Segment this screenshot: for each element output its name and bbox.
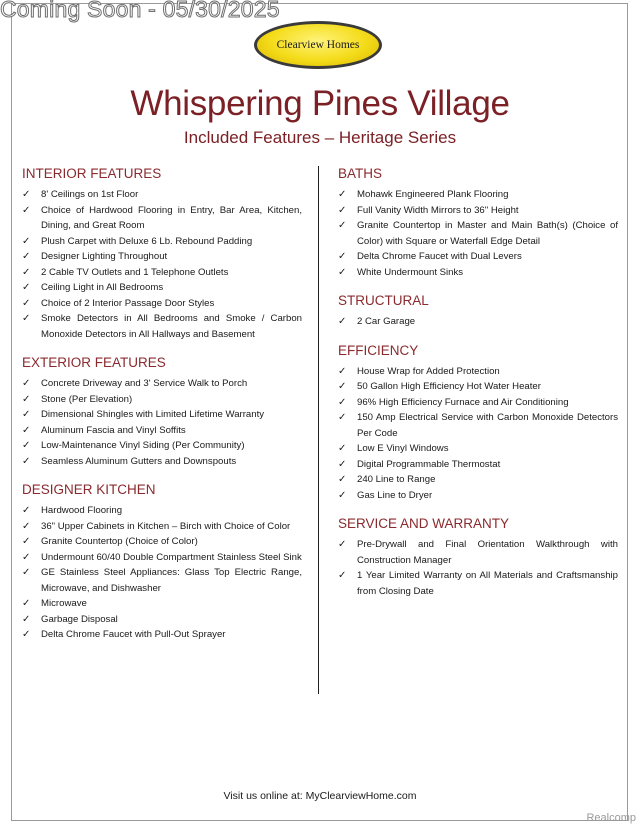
- item-text: Digital Programmable Thermostat: [357, 458, 501, 470]
- checkmark-icon: ✓: [22, 204, 31, 216]
- checkmark-icon: ✓: [338, 220, 347, 231]
- left-column: [22, 166, 302, 656]
- item-text: 96% High Efficiency Furnace and Air Conditioning: [357, 396, 569, 408]
- checkmark-icon: ✓: [22, 235, 31, 247]
- item-text: 150 Amp Electrical Service with Carbon Monoxide Detectors Per Code: [357, 412, 618, 439]
- list-item: [22, 612, 302, 628]
- list-item: [22, 249, 302, 265]
- item-text: Delta Chrome Faucet with Dual Levers: [357, 251, 522, 262]
- list-item: [338, 441, 618, 457]
- checkmark-icon: ✓: [22, 409, 31, 420]
- checkmark-icon: ✓: [338, 396, 347, 408]
- section-title: STRUCTURAL: [338, 293, 429, 308]
- footer-prefix: Visit us online at:: [223, 790, 306, 802]
- item-text: 36" Upper Cabinets in Kitchen – Birch with Choice of Color: [41, 520, 291, 532]
- realcomp-credit: Realcomp: [586, 812, 636, 824]
- checkmark-icon: ✓: [22, 440, 31, 451]
- item-text: Gas Line to Dryer: [357, 489, 433, 501]
- clearview-homes-logo: [254, 21, 382, 69]
- list-item: [22, 550, 302, 566]
- item-text: Low-Maintenance Vinyl Siding (Per Community): [41, 440, 245, 451]
- item-text: 240 Line to Range: [357, 474, 436, 485]
- list-item: [22, 596, 302, 612]
- list-item: [22, 280, 302, 296]
- item-text: Hardwood Flooring: [41, 505, 123, 516]
- page-title: Whispering Pines Village: [130, 84, 510, 123]
- list-item: [338, 187, 618, 203]
- item-text: 8' Ceilings on 1st Floor: [41, 189, 139, 200]
- list-item: [338, 457, 618, 473]
- item-text: Designer Lighting Throughout: [41, 251, 168, 262]
- item-text: 1 Year Limited Warranty on All Materials and Craftsmanship from Closing Date: [357, 570, 618, 597]
- list-item: [22, 296, 302, 312]
- section-title: EXTERIOR FEATURES: [22, 355, 166, 370]
- section-baths: [338, 166, 618, 280]
- item-text: Aluminum Fascia and Vinyl Soffits: [41, 424, 186, 436]
- checkmark-icon: ✓: [338, 381, 347, 392]
- checkmark-icon: ✓: [338, 458, 347, 470]
- item-text: Undermount 60/40 Double Compartment Stainless Steel Sink: [41, 551, 302, 563]
- checkmark-icon: ✓: [22, 282, 31, 293]
- list-item: [22, 311, 302, 342]
- list-item: [22, 265, 302, 281]
- checkmark-icon: ✓: [338, 204, 347, 216]
- list-item: [338, 265, 618, 281]
- checkmark-icon: ✓: [22, 266, 31, 278]
- checkmark-icon: ✓: [22, 598, 31, 609]
- list-item: [22, 519, 302, 535]
- checkmark-icon: ✓: [22, 536, 31, 547]
- list-item: [22, 503, 302, 519]
- footer: [0, 790, 640, 802]
- item-text: Low E Vinyl Windows: [357, 443, 449, 454]
- section-exterior-features: [22, 355, 302, 469]
- item-text: Smoke Detectors in All Bedrooms and Smoke / Carbon Monoxide Detectors in All Hallways and Basement: [41, 313, 302, 340]
- checkmark-icon: ✓: [22, 313, 31, 324]
- right-column: [338, 166, 618, 612]
- checkmark-icon: ✓: [338, 365, 347, 377]
- item-text: White Undermount Sinks: [357, 266, 464, 278]
- checkmark-icon: ✓: [22, 567, 31, 578]
- section-interior-features: [22, 166, 302, 342]
- item-text: 50 Gallon High Efficiency Hot Water Heater: [357, 381, 541, 392]
- item-text: Delta Chrome Faucet with Pull-Out Sprayer: [41, 629, 226, 640]
- checkmark-icon: ✓: [22, 629, 31, 640]
- checkmark-icon: ✓: [338, 539, 347, 550]
- checkmark-icon: ✓: [22, 520, 31, 532]
- item-text: Pre-Drywall and Final Orientation Walkthrough with Construction Manager: [357, 539, 618, 566]
- item-text: Choice of 2 Interior Passage Door Styles: [41, 297, 215, 309]
- checkmark-icon: ✓: [338, 443, 347, 454]
- item-text: Garbage Disposal: [41, 613, 118, 625]
- list-item: [338, 488, 618, 504]
- list-item: [338, 249, 618, 265]
- section-efficiency: [338, 343, 618, 504]
- list-item: [22, 376, 302, 392]
- checkmark-icon: ✓: [22, 297, 31, 309]
- logo-text: Clearview Homes: [276, 39, 360, 51]
- section-title: DESIGNER KITCHEN: [22, 482, 156, 497]
- list-item: [22, 203, 302, 234]
- item-text: House Wrap for Added Protection: [357, 365, 500, 377]
- list-item: [22, 423, 302, 439]
- list-item: [338, 379, 618, 395]
- item-text: Granite Countertop in Master and Main Bath(s) (Choice of Color) with Square or Waterfall Edge Detail: [357, 220, 618, 247]
- list-item: [22, 627, 302, 643]
- checkmark-icon: ✓: [22, 455, 31, 467]
- item-text: Stone (Per Elevation): [41, 393, 133, 405]
- list-item: [22, 454, 302, 470]
- website-link[interactable]: MyClearviewHome.com: [305, 790, 417, 802]
- list-item: [22, 392, 302, 408]
- item-text: Granite Countertop (Choice of Color): [41, 536, 198, 547]
- checkmark-icon: ✓: [338, 251, 347, 262]
- checkmark-icon: ✓: [338, 266, 347, 278]
- item-text: Full Vanity Width Mirrors to 36" Height: [357, 204, 519, 216]
- list-item: [338, 568, 618, 599]
- item-text: 2 Car Garage: [357, 316, 416, 327]
- list-item: [338, 314, 618, 330]
- section-service-and-warranty: [338, 516, 618, 599]
- checkmark-icon: ✓: [338, 189, 347, 200]
- item-text: Microwave: [41, 598, 87, 609]
- list-item: [22, 407, 302, 423]
- item-text: Choice of Hardwood Flooring in Entry, Bar Area, Kitchen, Dining, and Great Room: [41, 204, 302, 231]
- checkmark-icon: ✓: [338, 316, 347, 327]
- checkmark-icon: ✓: [22, 424, 31, 436]
- list-item: [338, 537, 618, 568]
- list-item: [22, 187, 302, 203]
- section-title: EFFICIENCY: [338, 342, 419, 358]
- item-text: Concrete Driveway and 3' Service Walk to Porch: [41, 378, 248, 389]
- item-text: Dimensional Shingles with Limited Lifetime Warranty: [41, 409, 265, 420]
- list-item: [338, 395, 618, 411]
- section-title: INTERIOR FEATURES: [22, 166, 162, 181]
- section-designer-kitchen: [22, 482, 302, 643]
- checkmark-icon: ✓: [22, 551, 31, 563]
- item-text: Mohawk Engineered Plank Flooring: [357, 189, 509, 200]
- list-item: [338, 203, 618, 219]
- item-text: Ceiling Light in All Bedrooms: [41, 282, 164, 293]
- checkmark-icon: ✓: [22, 613, 31, 625]
- checkmark-icon: ✓: [338, 570, 347, 581]
- checkmark-icon: ✓: [22, 393, 31, 405]
- item-text: GE Stainless Steel Appliances: Glass Top Electric Range, Microwave, and Dishwasher: [41, 567, 302, 594]
- checkmark-icon: ✓: [22, 378, 31, 389]
- section-title: SERVICE AND WARRANTY: [338, 516, 510, 531]
- list-item: [22, 438, 302, 454]
- item-text: 2 Cable TV Outlets and 1 Telephone Outlets: [41, 266, 229, 278]
- list-item: [338, 364, 618, 380]
- list-item: [338, 472, 618, 488]
- list-item: [22, 234, 302, 250]
- section-title: BATHS: [338, 166, 383, 181]
- list-item: [22, 565, 302, 596]
- list-item: [22, 534, 302, 550]
- column-divider: [318, 166, 319, 694]
- checkmark-icon: ✓: [22, 189, 31, 200]
- checkmark-icon: ✓: [338, 474, 347, 485]
- checkmark-icon: ✓: [22, 505, 31, 516]
- page-subtitle: Included Features – Heritage Series: [183, 128, 457, 147]
- checkmark-icon: ✓: [338, 412, 347, 423]
- coming-soon-watermark: Coming Soon - 05/30/2025: [0, 0, 280, 22]
- checkmark-icon: ✓: [22, 251, 31, 262]
- list-item: [338, 410, 618, 441]
- section-structural: [338, 293, 618, 330]
- item-text: Plush Carpet with Deluxe 6 Lb. Rebound Padding: [41, 235, 253, 247]
- item-text: Seamless Aluminum Gutters and Downspouts: [41, 455, 237, 467]
- list-item: [338, 218, 618, 249]
- checkmark-icon: ✓: [338, 489, 347, 501]
